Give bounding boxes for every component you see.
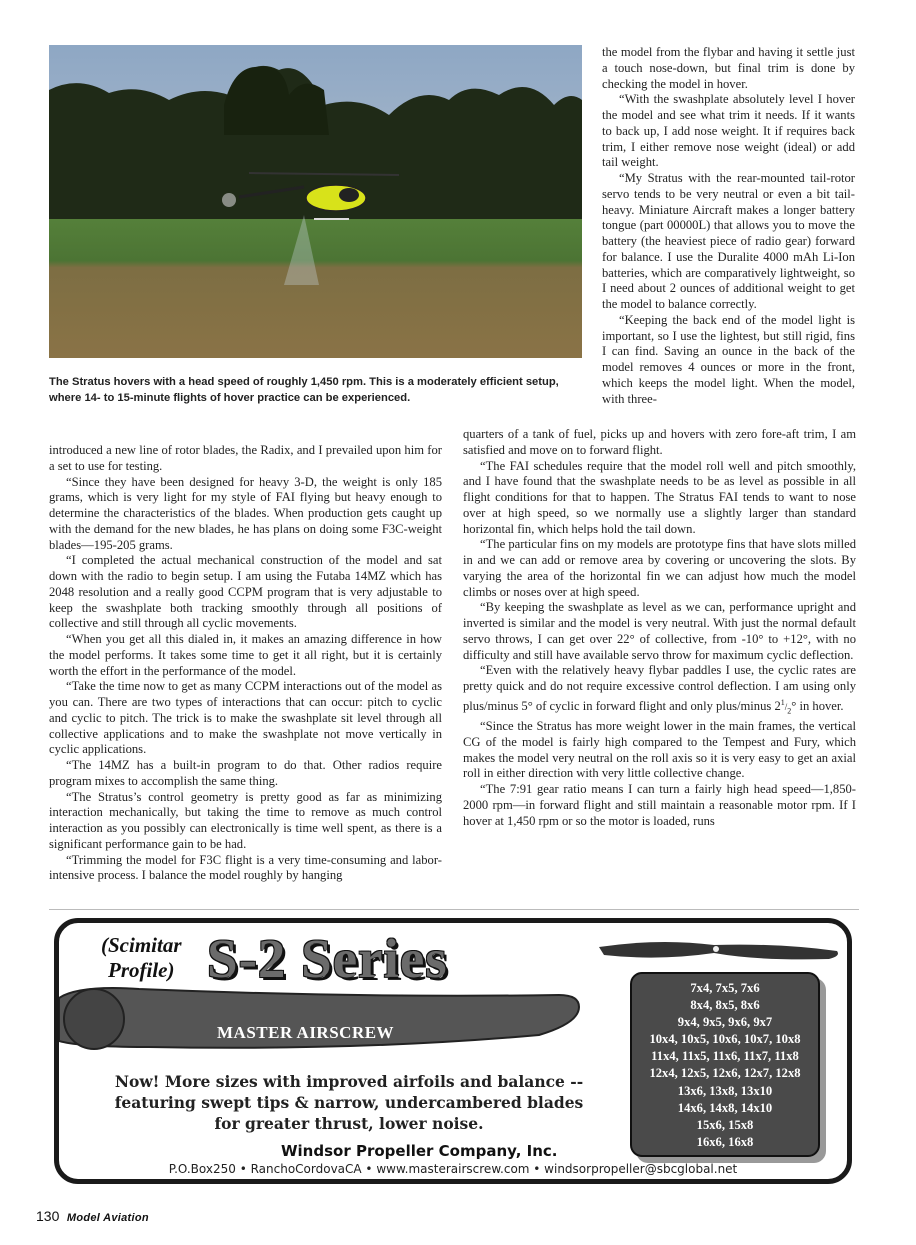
paragraph bbox=[463, 663, 856, 719]
size-row: 7x4, 7x5, 7x6 bbox=[690, 981, 760, 995]
size-row: 10x4, 10x5, 10x6, 10x7, 10x8 bbox=[649, 1032, 801, 1047]
paragraph-text: ° in hover. bbox=[791, 698, 844, 713]
scimitar-line: (Scimitar bbox=[101, 933, 182, 957]
size-row: 8x4, 8x5, 8x6 bbox=[690, 998, 760, 1013]
brand-label: MASTER AIRSCREW bbox=[217, 1023, 395, 1042]
size-row: 9x4, 9x5, 9x6, 9x7 bbox=[677, 1015, 773, 1030]
fraction-denominator: 2 bbox=[787, 706, 792, 716]
magazine-name: Model Aviation bbox=[66, 1212, 149, 1224]
article-column-left bbox=[49, 443, 442, 884]
helicopter-photo bbox=[49, 45, 582, 358]
paragraph: the model from the flybar and having it settle just a touch nose-down, but final trim is done by checking the model in hover. bbox=[602, 45, 855, 91]
paragraph: quarters of a tank of fuel, picks up and hovers with zero fore-aft trim, I am satisfied and move on to forward flight. bbox=[463, 427, 856, 457]
size-row: 11x4, 11x5, 11x6, 11x7, 11x8 bbox=[651, 1049, 799, 1064]
size-row: 12x4, 12x5, 12x6, 12x7, 12x8 bbox=[649, 1066, 801, 1081]
paragraph-text: “Even with the relatively heavy flybar paddles I use, the cyclic rates are pretty quick and do not require excessive control deflection. I am using only plus/minus 5° of cyclic in forward flight and only plus/minus 2 bbox=[463, 663, 856, 713]
paragraph: “Keeping the back end of the model light is important, so I use the lightest, but still rigid, fins I can find. Saving an ounce in the back of the model removes 4 ounces or more in the front, which keeps the model light. When the model, with three- bbox=[602, 312, 855, 406]
paragraph: “My Stratus with the rear-mounted tail-rotor servo tends to be very neutral or even a bit tail-heavy. Miniature Aircraft makes a longer battery tongue (part 00000L) that allows you to move the battery (the heaviest piece of radio gear) forward for balance. I use the Duralite 4000 mAh Li-Ion batteries, which are comparatively lightweight, so I need about 2 ounces of additional weight to get the model to balance correctly. bbox=[602, 171, 855, 311]
paragraph: “The Stratus’s control geometry is pretty good as far as minimizing interaction mechanically, but taking the time to remove as much control interaction as you possibly can electronically is time well spent, as there is a significant performance gain to be had. bbox=[49, 789, 442, 851]
paragraph: “By keeping the swashplate as level as we can, performance upright and inverted is similar and the model is very neutral. With just the normal default servo throws, I can get over 22° of collective, from -10° to +12°, with no difficulty and still have available servo throw for maximum cyclic deflection. bbox=[463, 600, 856, 662]
scimitar-line: Profile) bbox=[108, 958, 175, 982]
company-name: Windsor Propeller Company, Inc. bbox=[281, 1142, 558, 1160]
paragraph: “When you get all this dialed in, it makes an amazing difference in how the model performs. It takes some time to get it all right, but it is certainly worth the effort in the performance of the model. bbox=[49, 632, 442, 678]
paragraph: “The particular fins on my models are prototype fins that have slots milled in and we can add or remove area by covering or uncovering the slots. By varying the area of the horizontal fin we can adjust how much the model climbs or noses over at high speed. bbox=[463, 537, 856, 599]
page-number: 130 bbox=[36, 1208, 60, 1224]
ad-tagline bbox=[89, 1071, 609, 1134]
ad-divider bbox=[49, 909, 859, 910]
article-column-right bbox=[463, 427, 856, 829]
propeller-advertisement bbox=[54, 918, 852, 1184]
paragraph: “I completed the actual mechanical construction of the model and sat down with the radio to begin setup. I am using the Futaba 14MZ which has 2048 resolution and a really good CCPM program that is very adjustable to keep the swashplate both tracking smoothly through all positions of collective and still through all cyclic movements. bbox=[49, 553, 442, 631]
paragraph: “The 7:91 gear ratio means I can turn a fairly high head speed—1,850-2000 rpm—in forward flight and still maintain a reasonable motor rpm. If I hover at 1,450 rpm or so the motor is loaded, runs bbox=[463, 782, 856, 828]
company-contact: P.O.Box250 • RanchoCordovaCA • www.masterairscrew.com • windsorpropeller@sbcglobal.net bbox=[168, 1162, 738, 1176]
sizes-box bbox=[630, 972, 820, 1157]
size-row: 16x6, 16x8 bbox=[696, 1134, 754, 1149]
paragraph: introduced a new line of rotor blades, the Radix, and I prevailed upon him for a set to use for testing. bbox=[49, 443, 442, 473]
article-column-top-right bbox=[602, 45, 855, 407]
paragraph: “Take the time now to get as many CCPM interactions out of the model as you can. There are two types of interactions that can occur: pitch to cyclic and cyclic to pitch. The trick is to make the swashplate sit level through all collective applications and to make the swashplate not move vertically in cyclic applications. bbox=[49, 679, 442, 757]
paragraph: “Since they have been designed for heavy 3-D, the weight is only 185 grams, which is very light for my style of FAI flying but heavy enough to determine the characteristics of the blades. When production gets caught up with the demand for the new blades, he has plans on doing some F3C-weight blades—195-205 grams. bbox=[49, 474, 442, 552]
series-title: S-2 Series bbox=[207, 928, 448, 989]
paragraph: “Since the Stratus has more weight lower in the main frames, the vertical CG of the model is fairly high compared to the Tempest and Fury, which makes the model very neutral on the roll axis so it is very easy to get an axial roll in either direction with very little collective change. bbox=[463, 719, 856, 781]
paragraph: “The FAI schedules require that the model roll well and pitch smoothly, and I have found that the swashplate needs to be as level as possible in all flight conditions for that to happen. The Stratus FAI tends to want to nose over at high speed, so we normally use a slightly larger than standard horizontal fin, which helps hold the tail down. bbox=[463, 458, 856, 536]
paragraph: “The 14MZ has a built-in program to do that. Other radios require program mixes to accomplish the same thing. bbox=[49, 758, 442, 788]
size-row: 13x6, 13x8, 13x10 bbox=[677, 1083, 773, 1098]
tagline-line: featuring swept tips & narrow, undercambered blades bbox=[114, 1093, 584, 1112]
paragraph: “Trimming the model for F3C flight is a very time-consuming and labor-intensive process. I balance the model roughly by hanging bbox=[49, 852, 442, 883]
helicopter-photo-illustration bbox=[49, 45, 582, 358]
tagline-line: for greater thrust, lower noise. bbox=[214, 1114, 484, 1133]
size-row: 14x6, 14x8, 14x10 bbox=[677, 1100, 773, 1115]
tagline-line: Now! More sizes with improved airfoils and balance -- bbox=[114, 1072, 584, 1091]
photo-caption: The Stratus hovers with a head speed of roughly 1,450 rpm. This is a moderately efficient setup, where 14- to 15-minute flights of hover practice can be experienced. bbox=[49, 376, 559, 404]
fraction-slash: / bbox=[784, 701, 788, 712]
paragraph: “With the swashplate absolutely level I hover the model and see what trim it needs. If it wants to back up, I add nose weight. It if requires back trim, I either remove nose weight (ideal) or add tail weight. bbox=[602, 92, 855, 170]
fraction-numerator: 1 bbox=[780, 697, 785, 707]
scimitar-profile-label bbox=[101, 933, 182, 983]
page-footer bbox=[36, 1208, 149, 1226]
size-row: 15x6, 15x8 bbox=[696, 1117, 754, 1132]
